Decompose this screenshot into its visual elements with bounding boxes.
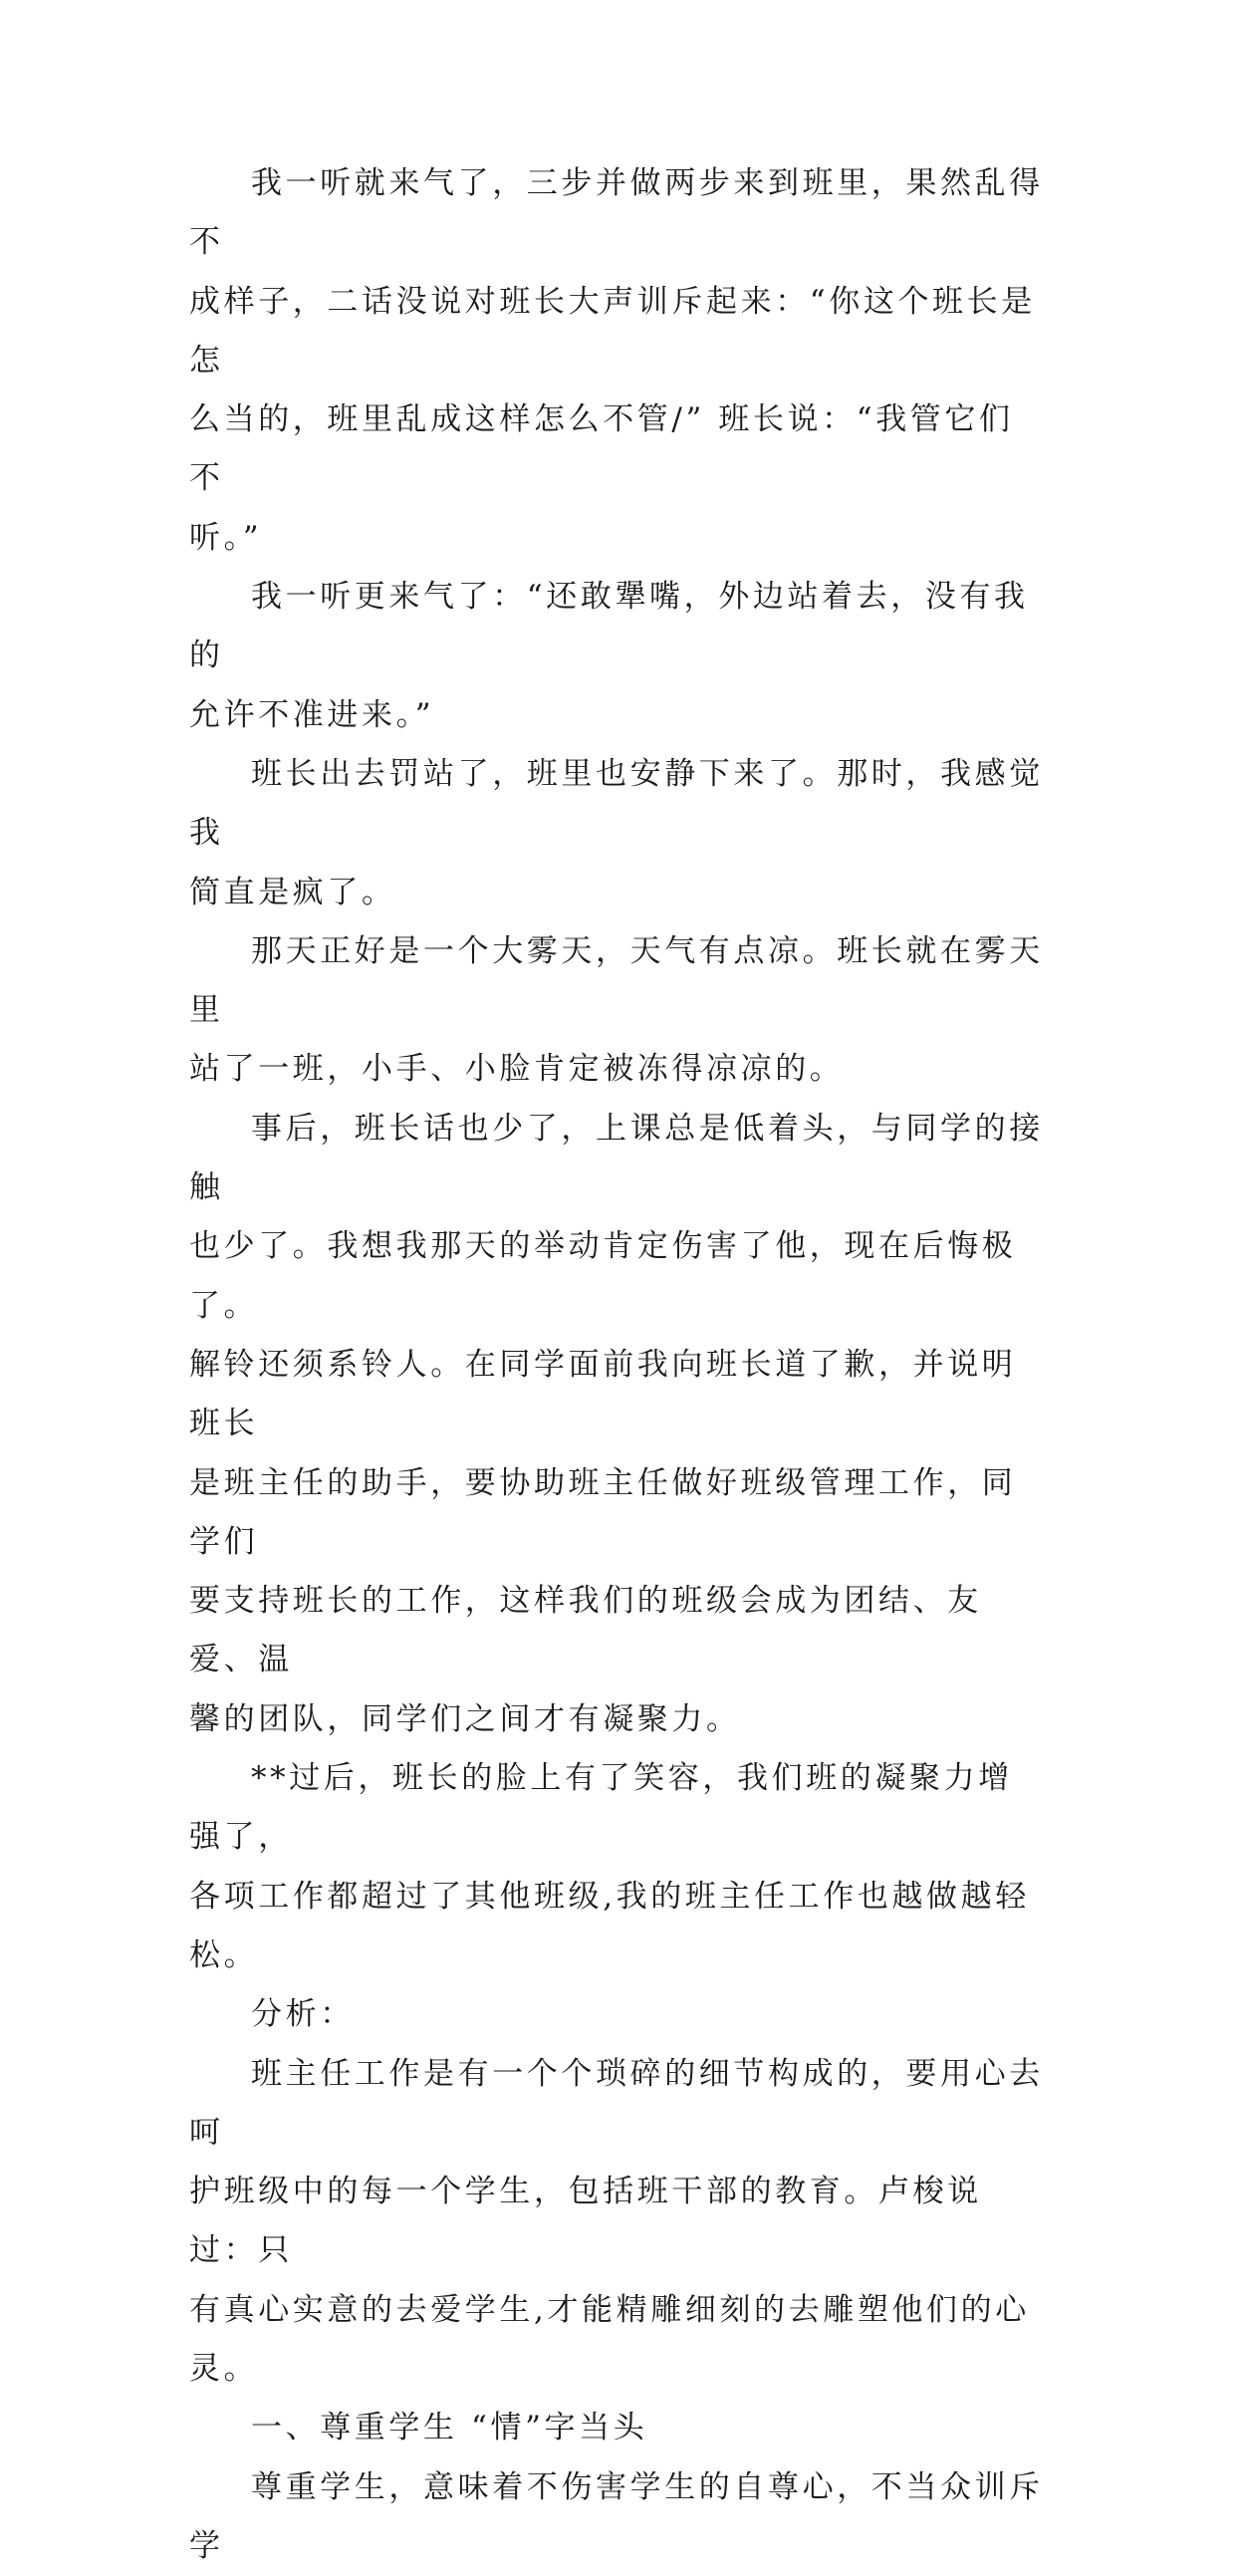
- paragraph-10: 尊重学生，意味着不伤害学生的自尊心，不当众训斥学: [189, 2468, 1044, 2564]
- paragraph-8: 班主任工作是有一个个琐碎的细节构成的，要用心去呵 护班级中的每一个学生，包括班干部的教育。卢梭说过：只 有真心实意的去爱学生,才能精雕细刻的去雕塑他们的心灵。: [189, 2055, 1044, 2387]
- paragraph-6: **过后，班长的脸上有了笑容，我们班的凝聚力增强了， 各项工作都超过了其他班级,我的班主任工作也越做越轻松。: [189, 1760, 1030, 1973]
- paragraph-1: 我一听就来气了，三步并做两步来到班里，果然乱得不 成样子，二话没说对班长大声训斥起来：“你这个班长是怎 么当的，班里乱成这样怎么不管/” 班长说：“我管它们不 听。”: [189, 165, 1044, 556]
- paragraph-3: 班长出去罚站了，班里也安静下来了。那时，我感觉我 简直是疯了。: [189, 755, 1044, 910]
- paragraph-2: 我一听更来气了：“还敢犟嘴，外边站着去，没有我的 允许不准进来。”: [189, 579, 1029, 733]
- paragraph-5: 事后，班长话也少了，上课总是低着头，与同学的接触 也少了。我想我那天的举动肯定伤害了他，现在后悔极了。 解铃还须系铃人。在同学面前我向班长道了歉，并说明班长 是班主任的助手，要协助班主任做好班级管理工作，同学们 要支持班长的工作，这样我们的班级会成为团结、友爱、温 馨的团队，同学们之间才有凝聚力。: [189, 1110, 1044, 1737]
- document-body: [189, 154, 1046, 2576]
- analysis-heading: 分析：: [251, 1996, 355, 2033]
- section-heading: 一、尊重学生 “情”字当头: [251, 2410, 648, 2447]
- paragraph-4: 那天正好是一个大雾天，天气有点凉。班长就在雾天里 站了一班，小手、小脸肯定被冻得凉凉的。: [189, 932, 1044, 1088]
